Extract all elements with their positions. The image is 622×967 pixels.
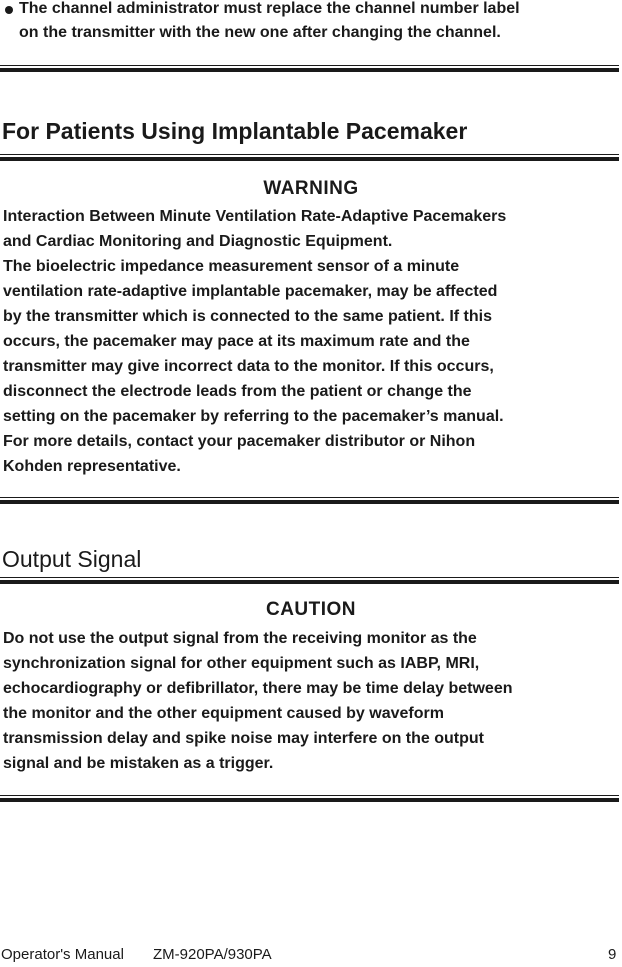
warning-line: by the transmitter which is connected to the same patient. If this (3, 308, 492, 325)
divider-rule (0, 497, 619, 505)
caution-line: Do not use the output signal from the receiving monitor as the (3, 630, 477, 647)
warning-line: Kohden representative. (3, 458, 181, 475)
warning-line: setting on the pacemaker by referring to the pacemaker’s manual. (3, 408, 504, 425)
warning-label: WARNING (263, 178, 359, 199)
divider-rule (0, 154, 619, 162)
caution-line: transmission delay and spike noise may interfere on the output (3, 730, 484, 747)
warning-body (0, 204, 622, 480)
bullet-icon (5, 6, 13, 14)
warning-line: and Cardiac Monitoring and Diagnostic Equipment. (3, 233, 393, 250)
top-note-line-2: on the transmitter with the new one after changing the channel. (19, 24, 501, 41)
page-number: 9 (608, 946, 617, 963)
warning-line: For more details, contact your pacemaker distributor or Nihon (3, 433, 476, 450)
warning-line: disconnect the electrode leads from the patient or change the (3, 383, 472, 400)
section-heading-pacemaker: For Patients Using Implantable Pacemaker (2, 118, 468, 144)
warning-line: The bioelectric impedance measurement sensor of a minute (3, 258, 460, 275)
warning-line: Interaction Between Minute Ventilation Rate-Adaptive Pacemakers (3, 208, 507, 225)
top-note-line-1: The channel administrator must replace the channel number label (19, 0, 520, 17)
section-heading-output-signal: Output Signal (2, 546, 142, 572)
divider-rule (0, 577, 619, 585)
warning-line: ventilation rate-adaptive implantable pacemaker, may be affected (3, 283, 498, 300)
footer-model: ZM-920PA/930PA (153, 946, 272, 963)
caution-line: synchronization signal for other equipment such as IABP, MRI, (3, 655, 480, 672)
warning-line: transmitter may give incorrect data to the monitor. If this occurs, (3, 358, 494, 375)
footer-manual-label: Operator's Manual (1, 946, 124, 963)
caution-label: CAUTION (265, 599, 357, 620)
caution-body (0, 626, 622, 776)
divider-rule (0, 65, 619, 73)
top-note (0, 0, 622, 52)
caution-line: signal and be mistaken as a trigger. (3, 755, 274, 772)
divider-rule (0, 795, 619, 803)
warning-line: occurs, the pacemaker may pace at its maximum rate and the (3, 333, 470, 350)
caution-line: echocardiography or defibrillator, there may be time delay between (3, 680, 513, 697)
caution-line: the monitor and the other equipment caused by waveform (3, 705, 444, 722)
